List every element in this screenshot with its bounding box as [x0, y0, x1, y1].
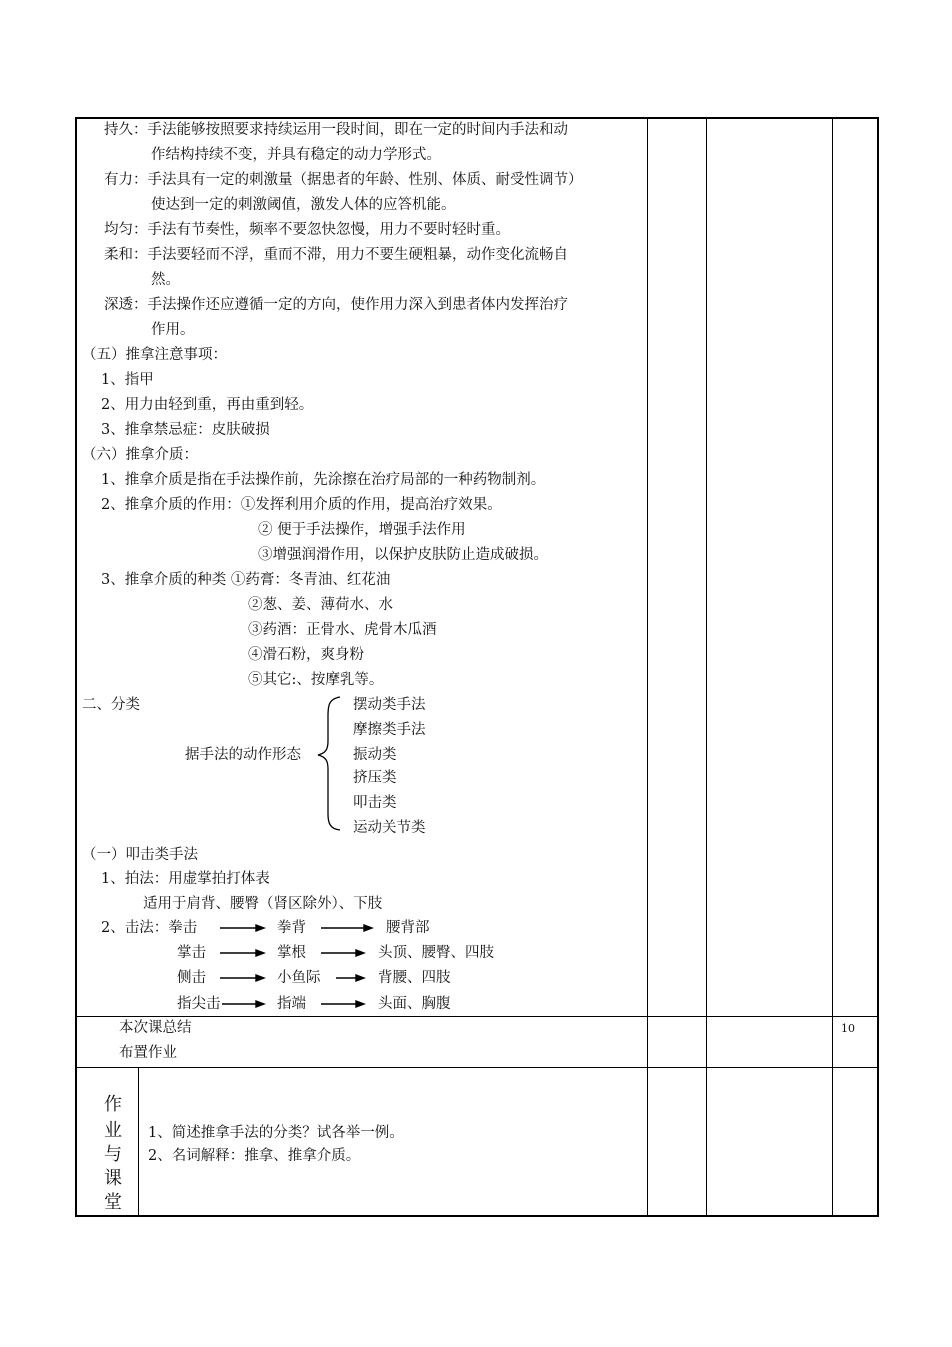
category-item: 摆动类手法 [353, 697, 426, 713]
text-line: ③药酒：正骨水、虎骨木瓜酒 [248, 622, 437, 638]
section-heading: 二、分类 [82, 697, 140, 713]
text-line: ⑤其它:、按摩乳等。 [248, 672, 384, 688]
category-item: 运动关节类 [353, 820, 426, 836]
assignment-label: 布置作业 [119, 1045, 177, 1061]
arrow-head [256, 1001, 264, 1007]
arrow-head [356, 975, 364, 981]
text-line: ④滑石粉，爽身粉 [248, 647, 364, 663]
text-line: 深透：手法操作还应遵循一定的方向，使作用力深入到患者体内发挥治疗 [104, 297, 568, 313]
homework-label-char: 与 [104, 1144, 122, 1165]
section-heading: （六）推拿介质： [82, 447, 198, 463]
arrow-head [256, 950, 264, 956]
text-line: 2、击法：拳击 [101, 920, 198, 936]
text-line: ③增强润滑作用，以保护皮肤防止造成破损。 [258, 547, 548, 563]
text-line: 头顶、腰臀、四肢 [378, 945, 494, 961]
text-line: 作结构持续不变，并具有稳定的动力学形式。 [151, 147, 441, 163]
text-line: ②葱、姜、薄荷水、水 [248, 597, 393, 613]
text-line: 柔和：手法要轻而不浮，重而不滞，用力不要生硬粗暴，动作变化流畅自 [104, 247, 568, 263]
text-line: 3、推拿禁忌症：皮肤破损 [101, 422, 270, 438]
text-line: 腰背部 [386, 920, 430, 936]
category-item: 摩擦类手法 [353, 722, 426, 738]
arrow-head [356, 950, 364, 956]
category-item: 挤压类 [353, 770, 397, 786]
category-item: 振动类 [353, 747, 397, 763]
text-line: 1、推拿介质是指在手法操作前，先涂擦在治疗局部的一种药物制剂。 [101, 472, 546, 488]
text-line: 掌根 [277, 945, 306, 961]
summary-label: 本次课总结 [119, 1020, 192, 1036]
homework-item: 2、名词解释：推拿、推拿介质。 [148, 1148, 361, 1164]
text-line: 有力：手法具有一定的刺激量（据患者的年龄、性别、体质、耐受性调节） [104, 172, 583, 188]
arrow-head [356, 1001, 364, 1007]
text-line: 指尖击 [177, 996, 221, 1012]
text-line: 持久：手法能够按照要求持续运用一段时间，即在一定的时间内手法和动 [104, 122, 568, 138]
curly-brace [318, 697, 340, 830]
arrow-head [256, 975, 264, 981]
homework-label-char: 课 [104, 1168, 122, 1189]
classification-basis: 据手法的动作形态 [185, 747, 301, 763]
text-line: 使达到一定的刺激阈值，激发人体的应答机能。 [151, 197, 456, 213]
text-line: 然。 [151, 272, 180, 288]
homework-label-char: 业 [104, 1120, 122, 1141]
homework-item: 1、简述推拿手法的分类？试各举一例。 [148, 1125, 404, 1141]
text-line: 拳背 [277, 920, 306, 936]
homework-label-char: 堂 [104, 1192, 122, 1213]
text-line: 侧击 [177, 970, 206, 986]
text-line: 掌击 [177, 945, 206, 961]
text-line: 均匀：手法有节奏性，频率不要忽快忽慢，用力不要时轻时重。 [104, 222, 510, 238]
text-line: 1、拍法：用虚掌拍打体表 [101, 871, 270, 887]
text-line: 指端 [277, 996, 306, 1012]
section-heading: （一）叩击类手法 [82, 847, 198, 863]
arrow-head [256, 925, 264, 931]
text-line: 2、用力由轻到重，再由重到轻。 [101, 397, 314, 413]
text-line: 1、指甲 [101, 372, 154, 388]
arrow-head [364, 925, 372, 931]
homework-label-char: 作 [104, 1094, 122, 1115]
text-line: 作用。 [151, 322, 195, 338]
text-line: ② 便于手法操作，增强手法作用 [258, 522, 466, 538]
text-line: 3、推拿介质的种类 ①药膏：冬青油、红花油 [101, 572, 391, 588]
text-line: 背腰、四肢 [378, 970, 451, 986]
text-line: 头面、胸腹 [378, 996, 451, 1012]
section-heading: （五）推拿注意事项： [82, 347, 227, 363]
category-item: 叩击类 [353, 795, 397, 811]
text-line: 小鱼际 [277, 970, 321, 986]
text-line: 2、推拿介质的作用：①发挥利用介质的作用，提高治疗效果。 [101, 497, 502, 513]
text-line: 适用于肩背、腰臀（肾区除外）、下肢 [143, 896, 383, 912]
minutes-value: 10 [841, 1022, 855, 1035]
